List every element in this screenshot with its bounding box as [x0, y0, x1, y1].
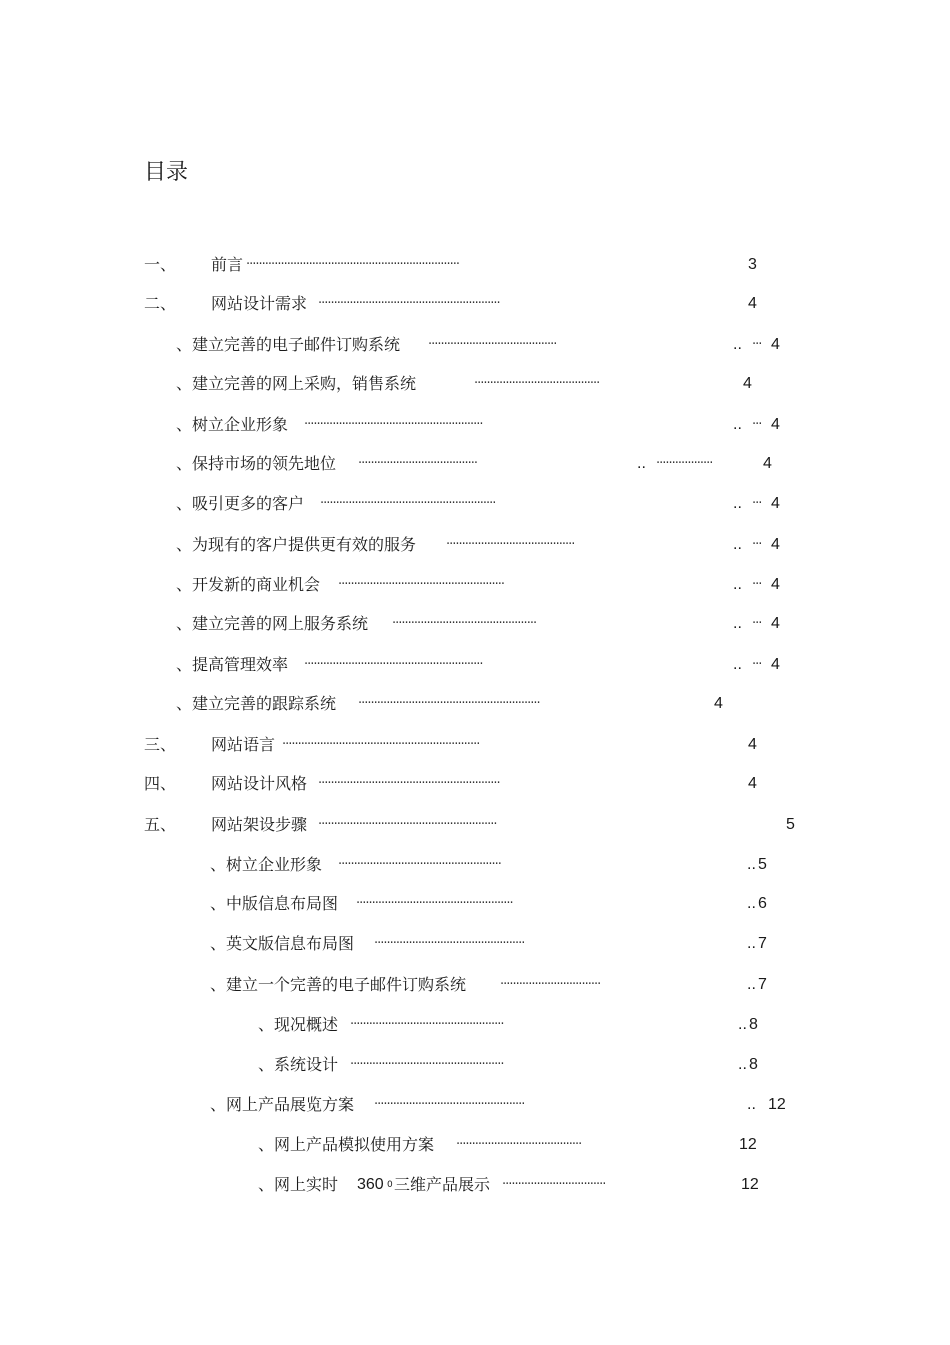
dot-leader: ·········································: [428, 337, 557, 352]
entry-label: 、建立完善的网上服务系统: [176, 614, 369, 633]
toc-entry[interactable]: [0, 614, 950, 634]
toc-entry[interactable]: [0, 735, 950, 755]
dot-leader: ···: [752, 616, 762, 631]
page-number: 8: [749, 1056, 758, 1073]
section-number: 四、: [144, 774, 177, 793]
toc-entry[interactable]: [0, 335, 950, 355]
dot-leader: ····················································: [338, 857, 501, 872]
toc-entry[interactable]: [0, 415, 950, 435]
dot-leader: ···: [752, 337, 762, 352]
toc-entry[interactable]: [0, 575, 950, 595]
entry-label: 、现况概述: [258, 1015, 339, 1034]
page-number: 6: [758, 895, 767, 912]
page-number: 4: [771, 536, 780, 553]
entry-label: 前言: [211, 255, 244, 274]
dot-leader: ·························································: [304, 657, 483, 672]
toc-entry[interactable]: [0, 1135, 950, 1155]
dot-leader-break: ..: [738, 1016, 747, 1033]
entry-label: 、开发新的商业机会: [176, 575, 321, 594]
page-number: 4: [714, 695, 723, 712]
toc-entry[interactable]: [0, 1095, 950, 1115]
dot-leader: ················································: [374, 1097, 525, 1112]
dot-leader-break: ..: [747, 935, 756, 952]
entry-label: 网站设计风格: [211, 774, 308, 793]
entry-label: 网站语言: [211, 735, 276, 754]
entry-label: 、树立企业形象: [210, 855, 323, 874]
section-number: 五、: [144, 815, 177, 834]
entry-label: 、建立完善的电子邮件订购系统: [176, 335, 401, 354]
page-number: 5: [786, 816, 795, 833]
entry-label-rest: 三维产品展示: [394, 1175, 491, 1194]
dot-leader: ·········································: [446, 537, 575, 552]
dot-leader: ········································: [456, 1137, 582, 1152]
page-number: 7: [758, 935, 767, 952]
toc-entry[interactable]: [0, 255, 950, 275]
dot-leader-break: ..: [747, 976, 756, 993]
page-number: 4: [748, 775, 757, 792]
page-number: 4: [771, 615, 780, 632]
entry-label: 、系统设计: [258, 1055, 339, 1074]
dot-leader: ························································: [320, 496, 496, 511]
toc-entry[interactable]: [0, 815, 950, 835]
toc-entry[interactable]: [0, 1015, 950, 1035]
dot-leader-break: ..: [733, 615, 742, 632]
entry-label: 、提高管理效率: [176, 655, 289, 674]
toc-entry[interactable]: [0, 294, 950, 314]
page-number: 8: [749, 1016, 758, 1033]
dot-leader: ···: [752, 496, 762, 511]
toc-entry[interactable]: [0, 494, 950, 514]
toc-entry[interactable]: [0, 454, 950, 474]
toc-entry[interactable]: [0, 374, 950, 394]
toc-entry[interactable]: [0, 894, 950, 914]
dot-leader: ································: [500, 977, 601, 992]
entry-label-superscript: 0: [387, 1180, 393, 1190]
entry-label: 、中版信息布局图: [210, 894, 339, 913]
entry-label: 、英文版信息布局图: [210, 934, 355, 953]
page-number: 4: [748, 295, 757, 312]
dot-leader: ···: [752, 657, 762, 672]
entry-label: 、网上产品展览方案: [210, 1095, 355, 1114]
dot-leader-break: ..: [747, 1096, 756, 1113]
entry-label: 网站设计需求: [211, 294, 308, 313]
dot-leader-break: ..: [747, 895, 756, 912]
entry-label: 、建立一个完善的电子邮件订购系统: [210, 975, 467, 994]
entry-label: 、保持市场的领先地位: [176, 454, 337, 473]
entry-label-number: 360: [357, 1176, 384, 1193]
entry-label: 、建立完善的网上采购，销售系统: [176, 374, 417, 393]
dot-leader-break: ..: [733, 336, 742, 353]
toc-entry[interactable]: [0, 855, 950, 875]
dot-leader: ·························································: [318, 817, 497, 832]
page-number: 4: [748, 736, 757, 753]
page-number: 4: [771, 495, 780, 512]
section-number: 二、: [144, 294, 177, 313]
page-number: 12: [739, 1136, 757, 1153]
toc-entry[interactable]: [0, 934, 950, 954]
dot-leader: ·································: [502, 1177, 606, 1192]
page-number: 4: [771, 416, 780, 433]
toc-entry[interactable]: [0, 1055, 950, 1075]
entry-label: 、为现有的客户提供更有效的服务: [176, 535, 417, 554]
section-number: 三、: [144, 735, 177, 754]
dot-leader: ·························································: [304, 417, 483, 432]
entry-label: 、建立完善的跟踪系统: [176, 694, 337, 713]
entry-label: 、吸引更多的客户: [176, 494, 305, 513]
entry-label: 、网上实时: [258, 1175, 339, 1194]
dot-leader: ··················: [656, 456, 713, 471]
section-number: 一、: [144, 255, 177, 274]
dot-leader: ··················································: [356, 896, 513, 911]
dot-leader-break: ..: [733, 495, 742, 512]
dot-leader: ·················································: [350, 1017, 504, 1032]
toc-entry[interactable]: [0, 694, 950, 714]
dot-leader: ···: [752, 417, 762, 432]
toc-entry[interactable]: [0, 1175, 950, 1195]
dot-leader: ····································································: [246, 257, 459, 272]
dot-leader-break: ..: [733, 656, 742, 673]
page-number: 4: [771, 336, 780, 353]
page-number: 12: [768, 1096, 786, 1113]
dot-leader-break: ..: [747, 856, 756, 873]
dot-leader-break: ..: [637, 455, 646, 472]
toc-entry[interactable]: [0, 655, 950, 675]
entry-label: 网站架设步骤: [211, 815, 308, 834]
dot-leader: ················································: [374, 936, 525, 951]
toc-title: 目录: [144, 160, 189, 185]
dot-leader: ··························································: [358, 696, 540, 711]
toc-entry[interactable]: [0, 535, 950, 555]
dot-leader-break: ..: [733, 416, 742, 433]
page-number: 5: [758, 856, 767, 873]
entry-label: 、树立企业形象: [176, 415, 289, 434]
toc-entry[interactable]: [0, 975, 950, 995]
dot-leader: ······································: [358, 456, 478, 471]
dot-leader: ·····················································: [338, 577, 505, 592]
dot-leader-break: ..: [733, 536, 742, 553]
toc-entry[interactable]: [0, 774, 950, 794]
dot-leader-break: ..: [738, 1056, 747, 1073]
dot-leader: ···: [752, 577, 762, 592]
dot-leader: ········································: [474, 376, 600, 391]
page-number: 3: [748, 256, 757, 273]
page-number: 4: [743, 375, 752, 392]
dot-leader: ·················································: [350, 1057, 504, 1072]
page-number: 4: [763, 455, 772, 472]
page-number: 4: [771, 656, 780, 673]
entry-label: 、网上产品模拟使用方案: [258, 1135, 435, 1154]
dot-leader: ··························································: [318, 776, 500, 791]
dot-leader: ··············································: [392, 616, 537, 631]
page-number: 4: [771, 576, 780, 593]
dot-leader: ··························································: [318, 296, 500, 311]
page-number: 7: [758, 976, 767, 993]
page-number: 12: [741, 1176, 759, 1193]
dot-leader-break: ..: [733, 576, 742, 593]
dot-leader: ·······························································: [282, 737, 480, 752]
dot-leader: ···: [752, 537, 762, 552]
